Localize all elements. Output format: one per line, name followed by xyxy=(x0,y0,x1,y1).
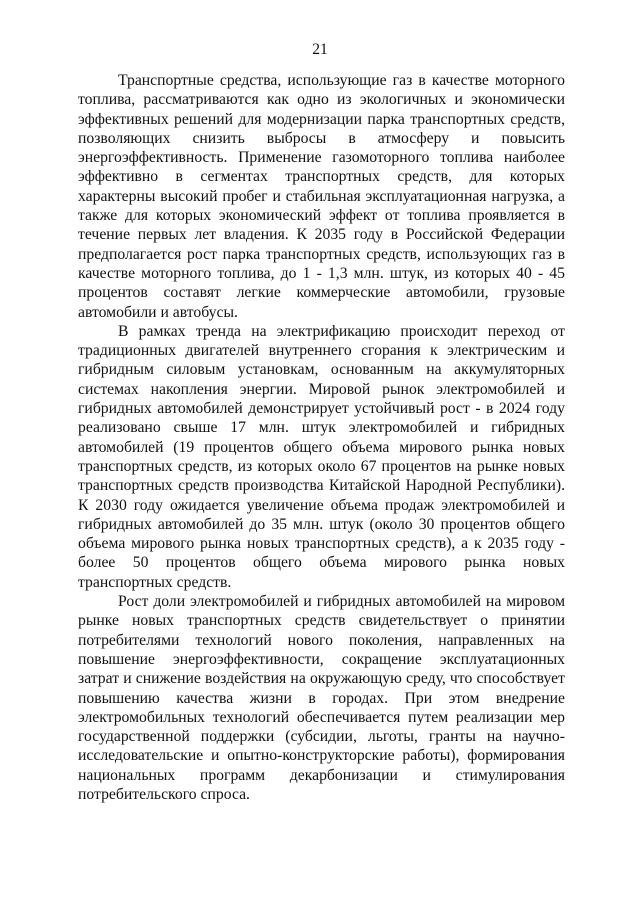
paragraph-electrification: В рамках тренда на электрификацию происходит переход от традиционных двигателей внутреннего сгорания к электрическим и гибридным силовым установкам, основанным на аккумуляторных системах накопления энергии. Мировой рынок электромобилей и гибридных автомобилей демонстрирует устойчивый рост - в 2024 году реализовано свыше 17 млн. штук электромобилей и гибридных автомобилей (19 процентов общего объема мирового рынка новых транспортных средств, из которых около 67 процентов на рынке новых транспортных средств производства Китайской Народной Республики). К 2030 году ожидается увеличение объема продаж электромобилей и гибридных автомобилей до 35 млн. штук (около 30 процентов общего объема мирового рынка новых транспортных средств), а к 2035 году - более 50 процентов общего объема мирового рынка новых транспортных средств. xyxy=(78,322,565,591)
page-number: 21 xyxy=(312,41,328,58)
paragraph-gas-fuel: Транспортные средства, использующие газ в качестве моторного топлива, рассматриваются как одно из экологичных и экономически эффективных решений для модернизации парка транспортных средств, позволяющих снизить выбросы в атмосферу и повысить энергоэффективность. Применение газомоторного топлива наиболее эффективно в сегментах транспортных средств, для которых характерны высокий пробег и стабильная эксплуатационная нагрузка, а также для которых экономический эффект от топлива проявляется в течение первых лет владения. К 2035 году в Российской Федерации предполагается рост парка транспортных средств, использующих газ в качестве моторного топлива, до 1 - 1,3 млн. штук, из которых 40 - 45 процентов составят легкие коммерческие автомобили, грузовые автомобили и автобусы. xyxy=(78,72,565,321)
paragraph-ev-market-growth: Рост доли электромобилей и гибридных автомобилей на мировом рынке новых транспортных средств свидетельствует о принятии потребителями технологий нового поколения, направленных на повышение энергоэффективности, сокращение эксплуатационных затрат и снижение воздействия на окружающую среду, что способствует повышению качества жизни в городах. При этом внедрение электромобильных технологий обеспечивается путем реализации мер государственной поддержки (субсидии, льготы, гранты на научно-исследовательские и опытно-конструкторские работы), формирования национальных программ декарбонизации и стимулирования потребительского спроса. xyxy=(78,593,565,803)
body-text xyxy=(78,71,565,804)
